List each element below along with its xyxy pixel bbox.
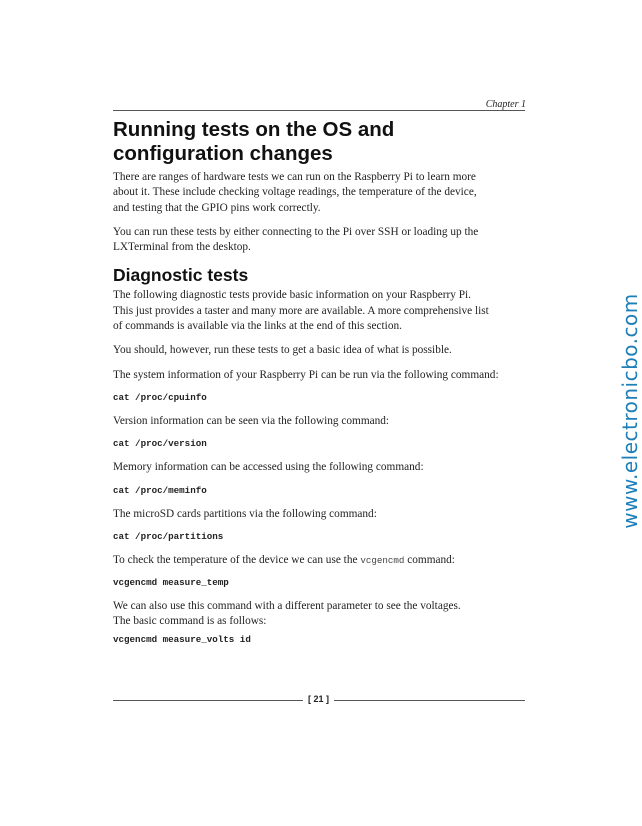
chapter-label: Chapter 1 <box>485 99 526 110</box>
paragraph: The system information of your Raspberry Pi can be run via the following command: <box>113 368 499 381</box>
paragraph-with-inline-code <box>113 553 523 568</box>
code-command: cat /proc/meminfo <box>113 484 207 496</box>
paragraph: Version information can be seen via the following command: <box>113 414 390 427</box>
paragraph: The microSD cards partitions via the following command: <box>113 507 377 520</box>
text: To check the temperature of the device we can use the <box>113 553 361 566</box>
paragraph: You should, however, run these tests to get a basic idea of what is possible. <box>113 344 452 357</box>
text: command: <box>404 553 455 566</box>
page-number: [ 21 ] <box>307 694 329 704</box>
paragraph: There are ranges of hardware tests we can run on the Raspberry Pi to learn more about it. These include checking voltage readings, the temperature of the device, and testing that the GPIO pins work correctly. <box>113 171 477 214</box>
paragraph: We can also use this command with a different parameter to see the voltages. The basic command is as follows: <box>113 600 461 628</box>
paragraph: Memory information can be accessed using the following command: <box>113 461 424 474</box>
code-command: cat /proc/partitions <box>113 530 224 542</box>
section-title-running-tests <box>113 118 523 166</box>
code-command: vcgencmd measure_temp <box>113 577 229 589</box>
title-text: Running tests on the OS and configuration changes <box>113 118 395 165</box>
footer-rule-right <box>334 700 525 701</box>
code-command: vcgencmd measure_volts id <box>113 633 251 645</box>
code-command: cat /proc/cpuinfo <box>113 391 207 403</box>
section-title-diagnostic-tests: Diagnostic tests <box>113 265 249 286</box>
header-rule <box>113 110 525 111</box>
paragraph: You can run these tests by either connecting to the Pi over SSH or loading up the LXTerminal from the desktop. <box>113 225 479 254</box>
inline-code: vcgencmd <box>360 554 405 566</box>
code-command: cat /proc/version <box>113 438 207 450</box>
footer-rule-left <box>113 700 303 701</box>
paragraph: The following diagnostic tests provide basic information on your Raspberry Pi. This just provides a taster and many more are available. A more comprehensive list of commands is available via the links at the end of this section. <box>113 289 489 333</box>
page-content <box>113 118 523 656</box>
watermark-text: www.electronicbo.com <box>618 293 642 529</box>
